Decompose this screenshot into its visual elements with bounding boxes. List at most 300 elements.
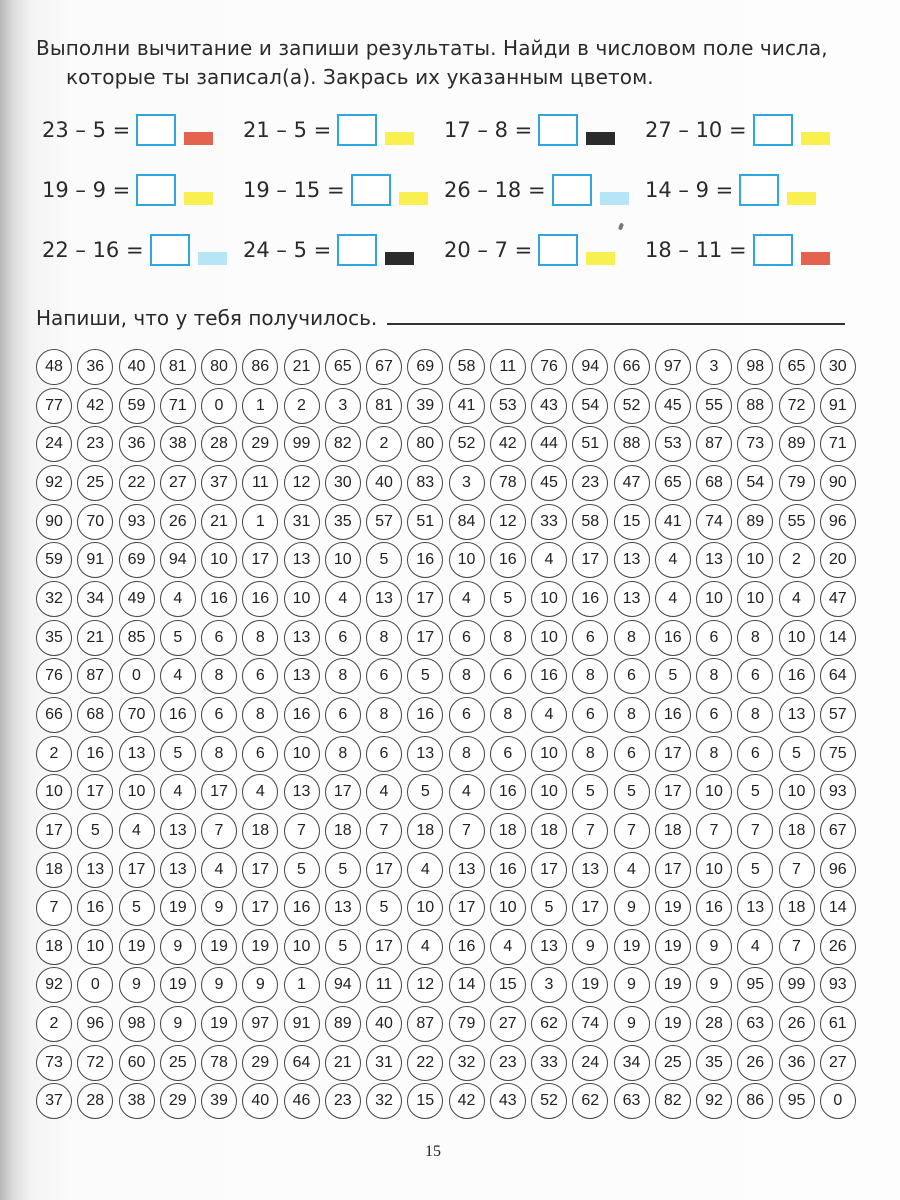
number-circle[interactable]: 7 xyxy=(779,929,815,965)
number-circle[interactable]: 10 xyxy=(531,620,567,656)
number-circle[interactable]: 13 xyxy=(284,774,320,810)
number-circle[interactable]: 6 xyxy=(696,620,732,656)
number-circle[interactable]: 6 xyxy=(449,620,485,656)
number-circle[interactable]: 76 xyxy=(36,658,72,694)
number-circle[interactable]: 25 xyxy=(655,1045,691,1081)
number-circle[interactable]: 12 xyxy=(407,967,443,1003)
number-circle[interactable]: 9 xyxy=(201,967,237,1003)
number-circle[interactable]: 87 xyxy=(407,1006,443,1042)
number-circle[interactable]: 9 xyxy=(614,890,650,926)
number-circle[interactable]: 47 xyxy=(614,465,650,501)
number-circle[interactable]: 17 xyxy=(655,736,691,772)
number-circle[interactable]: 72 xyxy=(77,1045,113,1081)
number-circle[interactable]: 37 xyxy=(36,1083,72,1119)
number-circle[interactable]: 80 xyxy=(407,426,443,462)
number-circle[interactable]: 93 xyxy=(119,504,155,540)
number-circle[interactable]: 5 xyxy=(779,736,815,772)
number-circle[interactable]: 17 xyxy=(242,852,278,888)
number-circle[interactable]: 37 xyxy=(201,465,237,501)
number-circle[interactable]: 5 xyxy=(737,852,773,888)
number-circle[interactable]: 1 xyxy=(242,504,278,540)
number-circle[interactable]: 8 xyxy=(325,736,361,772)
number-circle[interactable]: 70 xyxy=(77,504,113,540)
number-circle[interactable]: 26 xyxy=(160,504,196,540)
number-circle[interactable]: 8 xyxy=(449,736,485,772)
number-circle[interactable]: 76 xyxy=(531,349,567,385)
number-circle[interactable]: 8 xyxy=(696,736,732,772)
number-circle[interactable]: 19 xyxy=(160,890,196,926)
number-circle[interactable]: 31 xyxy=(366,1045,402,1081)
number-circle[interactable]: 48 xyxy=(36,349,72,385)
number-circle[interactable]: 16 xyxy=(407,542,443,578)
number-circle[interactable]: 67 xyxy=(366,349,402,385)
number-circle[interactable]: 16 xyxy=(160,697,196,733)
number-circle[interactable]: 13 xyxy=(160,852,196,888)
number-circle[interactable]: 8 xyxy=(201,658,237,694)
number-circle[interactable]: 6 xyxy=(325,620,361,656)
number-circle[interactable]: 16 xyxy=(531,658,567,694)
number-circle[interactable]: 25 xyxy=(160,1045,196,1081)
number-circle[interactable]: 16 xyxy=(572,581,608,617)
number-circle[interactable]: 68 xyxy=(696,465,732,501)
number-circle[interactable]: 90 xyxy=(820,465,856,501)
number-circle[interactable]: 45 xyxy=(655,388,691,424)
number-circle[interactable]: 17 xyxy=(325,774,361,810)
number-circle[interactable]: 0 xyxy=(77,967,113,1003)
number-circle[interactable]: 9 xyxy=(160,929,196,965)
number-circle[interactable]: 18 xyxy=(779,813,815,849)
number-circle[interactable]: 94 xyxy=(160,542,196,578)
number-circle[interactable]: 16 xyxy=(284,697,320,733)
number-circle[interactable]: 13 xyxy=(531,929,567,965)
number-circle[interactable]: 98 xyxy=(119,1006,155,1042)
number-circle[interactable]: 10 xyxy=(407,890,443,926)
number-circle[interactable]: 5 xyxy=(160,736,196,772)
number-circle[interactable]: 57 xyxy=(366,504,402,540)
number-circle[interactable]: 14 xyxy=(449,967,485,1003)
number-circle[interactable]: 30 xyxy=(325,465,361,501)
number-circle[interactable]: 97 xyxy=(242,1006,278,1042)
number-circle[interactable]: 54 xyxy=(572,388,608,424)
number-circle[interactable]: 6 xyxy=(201,620,237,656)
number-circle[interactable]: 17 xyxy=(655,774,691,810)
number-circle[interactable]: 6 xyxy=(366,736,402,772)
number-circle[interactable]: 8 xyxy=(737,620,773,656)
number-circle[interactable]: 6 xyxy=(614,736,650,772)
number-circle[interactable]: 87 xyxy=(77,658,113,694)
number-circle[interactable]: 78 xyxy=(490,465,526,501)
number-circle[interactable]: 18 xyxy=(490,813,526,849)
number-circle[interactable]: 12 xyxy=(284,465,320,501)
number-circle[interactable]: 10 xyxy=(779,620,815,656)
number-circle[interactable]: 10 xyxy=(36,774,72,810)
number-circle[interactable]: 13 xyxy=(572,852,608,888)
number-circle[interactable]: 43 xyxy=(490,1083,526,1119)
number-circle[interactable]: 89 xyxy=(737,504,773,540)
number-circle[interactable]: 17 xyxy=(655,852,691,888)
number-circle[interactable]: 13 xyxy=(614,542,650,578)
number-circle[interactable]: 6 xyxy=(242,658,278,694)
number-circle[interactable]: 18 xyxy=(779,890,815,926)
number-circle[interactable]: 41 xyxy=(655,504,691,540)
number-circle[interactable]: 0 xyxy=(820,1083,856,1119)
number-circle[interactable]: 88 xyxy=(737,388,773,424)
number-circle[interactable]: 61 xyxy=(820,1006,856,1042)
number-circle[interactable]: 10 xyxy=(490,890,526,926)
number-circle[interactable]: 2 xyxy=(284,388,320,424)
number-circle[interactable]: 2 xyxy=(36,736,72,772)
number-circle[interactable]: 81 xyxy=(160,349,196,385)
number-circle[interactable]: 89 xyxy=(779,426,815,462)
number-circle[interactable]: 78 xyxy=(201,1045,237,1081)
number-circle[interactable]: 86 xyxy=(242,349,278,385)
number-circle[interactable]: 45 xyxy=(531,465,567,501)
number-circle[interactable]: 8 xyxy=(696,658,732,694)
number-circle[interactable]: 26 xyxy=(820,929,856,965)
number-circle[interactable]: 13 xyxy=(119,736,155,772)
number-circle[interactable]: 6 xyxy=(572,620,608,656)
number-circle[interactable]: 16 xyxy=(490,774,526,810)
number-circle[interactable]: 8 xyxy=(490,620,526,656)
number-circle[interactable]: 17 xyxy=(366,929,402,965)
number-circle[interactable]: 39 xyxy=(407,388,443,424)
number-circle[interactable]: 0 xyxy=(119,658,155,694)
number-circle[interactable]: 34 xyxy=(614,1045,650,1081)
number-circle[interactable]: 13 xyxy=(614,581,650,617)
number-circle[interactable]: 59 xyxy=(119,388,155,424)
number-circle[interactable]: 19 xyxy=(655,929,691,965)
number-circle[interactable]: 4 xyxy=(614,852,650,888)
number-circle[interactable]: 14 xyxy=(820,890,856,926)
number-circle[interactable]: 43 xyxy=(531,388,567,424)
number-circle[interactable]: 14 xyxy=(820,620,856,656)
number-circle[interactable]: 87 xyxy=(696,426,732,462)
number-circle[interactable]: 22 xyxy=(119,465,155,501)
number-circle[interactable]: 19 xyxy=(119,929,155,965)
number-circle[interactable]: 58 xyxy=(572,504,608,540)
number-circle[interactable]: 19 xyxy=(201,1006,237,1042)
number-circle[interactable]: 68 xyxy=(77,697,113,733)
number-circle[interactable]: 4 xyxy=(779,581,815,617)
number-circle[interactable]: 52 xyxy=(614,388,650,424)
number-circle[interactable]: 5 xyxy=(160,620,196,656)
number-circle[interactable]: 57 xyxy=(820,697,856,733)
number-circle[interactable]: 13 xyxy=(449,852,485,888)
number-circle[interactable]: 86 xyxy=(737,1083,773,1119)
number-circle[interactable]: 6 xyxy=(490,658,526,694)
number-circle[interactable]: 51 xyxy=(572,426,608,462)
number-circle[interactable]: 8 xyxy=(614,697,650,733)
number-circle[interactable]: 19 xyxy=(655,890,691,926)
number-circle[interactable]: 32 xyxy=(449,1045,485,1081)
number-circle[interactable]: 96 xyxy=(820,504,856,540)
number-circle[interactable]: 17 xyxy=(572,542,608,578)
number-circle[interactable]: 96 xyxy=(77,1006,113,1042)
number-circle[interactable]: 7 xyxy=(696,813,732,849)
number-circle[interactable]: 55 xyxy=(696,388,732,424)
number-circle[interactable]: 40 xyxy=(366,465,402,501)
number-circle[interactable]: 82 xyxy=(655,1083,691,1119)
number-circle[interactable]: 4 xyxy=(531,542,567,578)
number-circle[interactable]: 7 xyxy=(201,813,237,849)
number-circle[interactable]: 5 xyxy=(737,774,773,810)
number-circle[interactable]: 81 xyxy=(366,388,402,424)
number-circle[interactable]: 16 xyxy=(77,890,113,926)
number-circle[interactable]: 4 xyxy=(407,852,443,888)
number-circle[interactable]: 12 xyxy=(490,504,526,540)
number-circle[interactable]: 39 xyxy=(201,1083,237,1119)
number-circle[interactable]: 8 xyxy=(449,658,485,694)
number-circle[interactable]: 19 xyxy=(614,929,650,965)
number-circle[interactable]: 66 xyxy=(614,349,650,385)
number-circle[interactable]: 41 xyxy=(449,388,485,424)
number-circle[interactable]: 10 xyxy=(737,542,773,578)
number-circle[interactable]: 0 xyxy=(201,388,237,424)
number-circle[interactable]: 18 xyxy=(325,813,361,849)
number-circle[interactable]: 8 xyxy=(572,658,608,694)
number-circle[interactable]: 29 xyxy=(242,426,278,462)
number-circle[interactable]: 23 xyxy=(77,426,113,462)
number-circle[interactable]: 40 xyxy=(119,349,155,385)
number-circle[interactable]: 89 xyxy=(325,1006,361,1042)
number-circle[interactable]: 8 xyxy=(242,697,278,733)
number-circle[interactable]: 8 xyxy=(614,620,650,656)
number-circle[interactable]: 7 xyxy=(572,813,608,849)
number-circle[interactable]: 7 xyxy=(366,813,402,849)
number-circle[interactable]: 27 xyxy=(160,465,196,501)
number-circle[interactable]: 18 xyxy=(36,929,72,965)
number-circle[interactable]: 13 xyxy=(160,813,196,849)
number-circle[interactable]: 59 xyxy=(36,542,72,578)
number-circle[interactable]: 13 xyxy=(779,697,815,733)
number-circle[interactable]: 9 xyxy=(201,890,237,926)
number-circle[interactable]: 13 xyxy=(737,890,773,926)
number-circle[interactable]: 17 xyxy=(119,852,155,888)
number-circle[interactable]: 18 xyxy=(531,813,567,849)
number-circle[interactable]: 19 xyxy=(655,1006,691,1042)
number-circle[interactable]: 9 xyxy=(242,967,278,1003)
number-circle[interactable]: 40 xyxy=(366,1006,402,1042)
number-circle[interactable]: 23 xyxy=(325,1083,361,1119)
number-circle[interactable]: 10 xyxy=(119,774,155,810)
number-circle[interactable]: 4 xyxy=(242,774,278,810)
number-circle[interactable]: 46 xyxy=(284,1083,320,1119)
number-circle[interactable]: 17 xyxy=(366,852,402,888)
number-circle[interactable]: 5 xyxy=(490,581,526,617)
number-circle[interactable]: 55 xyxy=(779,504,815,540)
number-circle[interactable]: 16 xyxy=(490,542,526,578)
number-circle[interactable]: 62 xyxy=(531,1006,567,1042)
number-circle[interactable]: 27 xyxy=(490,1006,526,1042)
number-circle[interactable]: 71 xyxy=(820,426,856,462)
number-circle[interactable]: 73 xyxy=(36,1045,72,1081)
number-circle[interactable]: 18 xyxy=(655,813,691,849)
number-circle[interactable]: 31 xyxy=(284,504,320,540)
number-circle[interactable]: 95 xyxy=(779,1083,815,1119)
number-circle[interactable]: 6 xyxy=(614,658,650,694)
number-circle[interactable]: 7 xyxy=(36,890,72,926)
number-circle[interactable]: 98 xyxy=(737,349,773,385)
number-circle[interactable]: 4 xyxy=(531,697,567,733)
number-circle[interactable]: 20 xyxy=(820,542,856,578)
number-circle[interactable]: 84 xyxy=(449,504,485,540)
number-circle[interactable]: 6 xyxy=(325,697,361,733)
number-circle[interactable]: 30 xyxy=(820,349,856,385)
number-circle[interactable]: 29 xyxy=(242,1045,278,1081)
number-circle[interactable]: 35 xyxy=(36,620,72,656)
number-circle[interactable]: 10 xyxy=(449,542,485,578)
number-circle[interactable]: 6 xyxy=(737,736,773,772)
number-circle[interactable]: 17 xyxy=(77,774,113,810)
number-circle[interactable]: 64 xyxy=(284,1045,320,1081)
number-circle[interactable]: 15 xyxy=(407,1083,443,1119)
number-circle[interactable]: 10 xyxy=(531,774,567,810)
number-circle[interactable]: 15 xyxy=(490,967,526,1003)
number-circle[interactable]: 40 xyxy=(242,1083,278,1119)
number-circle[interactable]: 80 xyxy=(201,349,237,385)
number-circle[interactable]: 6 xyxy=(449,697,485,733)
number-circle[interactable]: 79 xyxy=(779,465,815,501)
number-circle[interactable]: 47 xyxy=(820,581,856,617)
number-circle[interactable]: 5 xyxy=(407,658,443,694)
number-circle[interactable]: 10 xyxy=(77,929,113,965)
number-circle[interactable]: 4 xyxy=(160,774,196,810)
number-circle[interactable]: 13 xyxy=(284,658,320,694)
number-circle[interactable]: 9 xyxy=(696,929,732,965)
number-circle[interactable]: 5 xyxy=(366,542,402,578)
number-circle[interactable]: 10 xyxy=(325,542,361,578)
number-circle[interactable]: 66 xyxy=(36,697,72,733)
number-circle[interactable]: 19 xyxy=(572,967,608,1003)
number-circle[interactable]: 4 xyxy=(655,542,691,578)
number-circle[interactable]: 63 xyxy=(614,1083,650,1119)
number-circle[interactable]: 22 xyxy=(407,1045,443,1081)
number-circle[interactable]: 17 xyxy=(572,890,608,926)
number-circle[interactable]: 13 xyxy=(366,581,402,617)
number-circle[interactable]: 28 xyxy=(696,1006,732,1042)
number-circle[interactable]: 65 xyxy=(779,349,815,385)
number-circle[interactable]: 11 xyxy=(490,349,526,385)
number-circle[interactable]: 23 xyxy=(572,465,608,501)
number-circle[interactable]: 21 xyxy=(325,1045,361,1081)
number-circle[interactable]: 38 xyxy=(160,426,196,462)
number-circle[interactable]: 10 xyxy=(779,774,815,810)
number-circle[interactable]: 33 xyxy=(531,1045,567,1081)
number-circle[interactable]: 18 xyxy=(242,813,278,849)
number-circle[interactable]: 13 xyxy=(284,620,320,656)
number-circle[interactable]: 3 xyxy=(325,388,361,424)
number-circle[interactable]: 92 xyxy=(36,967,72,1003)
number-circle[interactable]: 10 xyxy=(531,736,567,772)
number-circle[interactable]: 7 xyxy=(779,852,815,888)
number-circle[interactable]: 53 xyxy=(490,388,526,424)
number-circle[interactable]: 32 xyxy=(36,581,72,617)
number-circle[interactable]: 92 xyxy=(696,1083,732,1119)
number-circle[interactable]: 54 xyxy=(737,465,773,501)
number-circle[interactable]: 63 xyxy=(737,1006,773,1042)
number-circle[interactable]: 10 xyxy=(284,581,320,617)
number-circle[interactable]: 21 xyxy=(201,504,237,540)
number-circle[interactable]: 4 xyxy=(325,581,361,617)
number-circle[interactable]: 38 xyxy=(119,1083,155,1119)
number-circle[interactable]: 2 xyxy=(36,1006,72,1042)
number-circle[interactable]: 49 xyxy=(119,581,155,617)
number-circle[interactable]: 33 xyxy=(531,504,567,540)
number-circle[interactable]: 65 xyxy=(325,349,361,385)
number-circle[interactable]: 7 xyxy=(737,813,773,849)
number-circle[interactable]: 82 xyxy=(325,426,361,462)
number-circle[interactable]: 17 xyxy=(242,890,278,926)
number-circle[interactable]: 17 xyxy=(407,581,443,617)
number-circle[interactable]: 52 xyxy=(449,426,485,462)
number-circle[interactable]: 5 xyxy=(407,774,443,810)
number-circle[interactable]: 4 xyxy=(449,581,485,617)
number-circle[interactable]: 5 xyxy=(325,929,361,965)
number-circle[interactable]: 16 xyxy=(655,620,691,656)
number-circle[interactable]: 97 xyxy=(655,349,691,385)
number-circle[interactable]: 73 xyxy=(737,426,773,462)
number-circle[interactable]: 36 xyxy=(119,426,155,462)
number-circle[interactable]: 79 xyxy=(449,1006,485,1042)
number-circle[interactable]: 6 xyxy=(572,697,608,733)
number-circle[interactable]: 16 xyxy=(77,736,113,772)
number-circle[interactable]: 16 xyxy=(490,852,526,888)
number-circle[interactable]: 5 xyxy=(325,852,361,888)
number-circle[interactable]: 27 xyxy=(820,1045,856,1081)
number-circle[interactable]: 6 xyxy=(201,697,237,733)
number-circle[interactable]: 6 xyxy=(737,658,773,694)
number-circle[interactable]: 8 xyxy=(325,658,361,694)
number-circle[interactable]: 74 xyxy=(572,1006,608,1042)
number-circle[interactable]: 90 xyxy=(36,504,72,540)
number-circle[interactable]: 88 xyxy=(614,426,650,462)
number-circle[interactable]: 19 xyxy=(201,929,237,965)
number-circle[interactable]: 5 xyxy=(655,658,691,694)
number-circle[interactable]: 10 xyxy=(201,542,237,578)
number-circle[interactable]: 9 xyxy=(614,1006,650,1042)
number-circle[interactable]: 42 xyxy=(77,388,113,424)
number-circle[interactable]: 5 xyxy=(572,774,608,810)
number-circle[interactable]: 13 xyxy=(407,736,443,772)
number-circle[interactable]: 42 xyxy=(449,1083,485,1119)
number-circle[interactable]: 10 xyxy=(696,581,732,617)
number-circle[interactable]: 9 xyxy=(119,967,155,1003)
number-circle[interactable]: 3 xyxy=(531,967,567,1003)
number-circle[interactable]: 26 xyxy=(779,1006,815,1042)
number-circle[interactable]: 8 xyxy=(201,736,237,772)
number-circle[interactable]: 91 xyxy=(820,388,856,424)
number-circle[interactable]: 24 xyxy=(572,1045,608,1081)
number-circle[interactable]: 69 xyxy=(407,349,443,385)
number-circle[interactable]: 51 xyxy=(407,504,443,540)
number-circle[interactable]: 13 xyxy=(325,890,361,926)
number-circle[interactable]: 5 xyxy=(366,890,402,926)
number-circle[interactable]: 10 xyxy=(737,581,773,617)
number-circle[interactable]: 21 xyxy=(77,620,113,656)
number-circle[interactable]: 5 xyxy=(284,852,320,888)
number-circle[interactable]: 4 xyxy=(449,774,485,810)
number-circle[interactable]: 3 xyxy=(696,349,732,385)
number-circle[interactable]: 9 xyxy=(696,967,732,1003)
number-circle[interactable]: 74 xyxy=(696,504,732,540)
number-circle[interactable]: 9 xyxy=(614,967,650,1003)
number-circle[interactable]: 26 xyxy=(737,1045,773,1081)
number-circle[interactable]: 91 xyxy=(77,542,113,578)
number-circle[interactable]: 11 xyxy=(242,465,278,501)
number-circle[interactable]: 5 xyxy=(119,890,155,926)
number-circle[interactable]: 99 xyxy=(284,426,320,462)
number-circle[interactable]: 1 xyxy=(242,388,278,424)
